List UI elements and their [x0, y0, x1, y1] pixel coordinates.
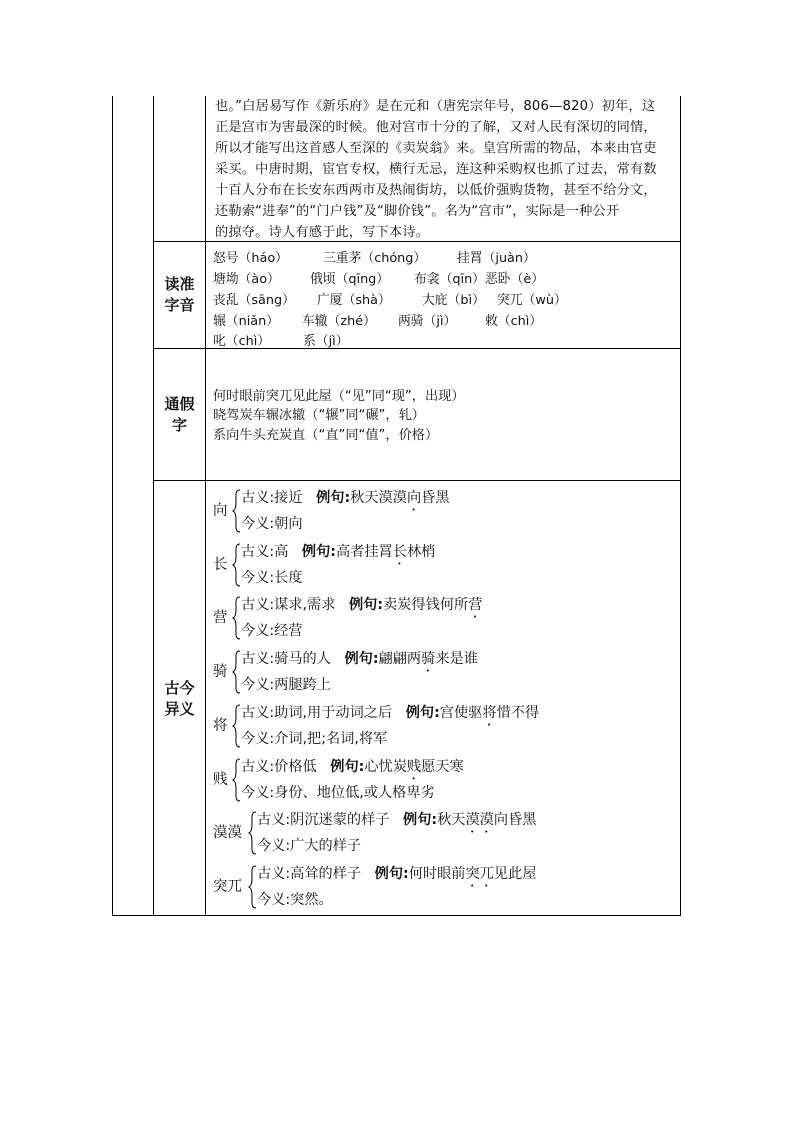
- sentence-char: 黑: [522, 812, 537, 829]
- pron-item: 广厦（shà）: [317, 293, 391, 308]
- example-sentence: [383, 597, 482, 613]
- sentence-char: 漠: [465, 812, 480, 829]
- sentence-char: 心: [364, 758, 379, 775]
- sentence-char: 得: [524, 704, 540, 721]
- sentence-char: 驱: [468, 704, 483, 721]
- example-sentence: [364, 759, 463, 775]
- gujin-jin-line: 今义:长度: [241, 569, 303, 586]
- gujin-gu-line: [257, 863, 537, 890]
- sentence-char: 来: [435, 651, 450, 668]
- example-sentence: [440, 705, 539, 721]
- gu-meaning: 古义:骑马的人: [241, 651, 331, 668]
- gujin-gu-line: [241, 594, 482, 621]
- gujin-gu-line: [241, 541, 435, 568]
- sentence-char: 挂: [364, 543, 379, 560]
- example-label: 例句:: [316, 490, 351, 506]
- sentence-char: 两: [406, 651, 422, 668]
- intro-line: 也。”白居易写作《新乐府》是在元和（唐宪宗年号，806—820）初年，这: [215, 99, 656, 114]
- intro-line: 十百人分布在长安东西两市及热闹街坊，以低价强购货物，甚至不给分文，: [215, 183, 657, 198]
- intro-paragraph: [215, 96, 675, 243]
- gujin-word: 向: [213, 503, 228, 519]
- sentence-char: 将: [482, 704, 497, 721]
- sentence-char: 何: [408, 865, 423, 882]
- gu-meaning: 古义:助词,用于动词之后: [241, 704, 393, 721]
- gu-meaning: 古义:阴沉迷蒙的样子: [257, 812, 390, 829]
- pron-item: 敕（chì）: [485, 314, 543, 329]
- example-label: 例句:: [344, 651, 379, 668]
- pron-item: 塘坳（ào）: [213, 272, 280, 287]
- gujin-jin-line: 今义:两腿跨上: [241, 677, 331, 694]
- pron-item: 挂罥（juàn）: [457, 251, 536, 266]
- sentence-char: 昏: [421, 490, 436, 506]
- intro-line: 的掠夺。诗人有感于此，写下本诗。: [215, 225, 430, 240]
- sentence-char: 前: [451, 865, 466, 882]
- gu-meaning: 古义:价格低: [241, 758, 317, 775]
- sentence-char: 昏: [508, 812, 523, 829]
- gujin-gu-line: [241, 487, 450, 514]
- sentence-char: 使: [453, 704, 469, 721]
- pron-section-label: 读准 字音: [164, 275, 195, 314]
- sentence-char: 是: [449, 651, 464, 668]
- sentence-char: 不: [510, 704, 525, 721]
- table-col-divider-1: [153, 96, 154, 916]
- gujin-jin-line: 今义:广大的样子: [257, 838, 362, 855]
- pron-item: 丧乱（sāng）: [213, 293, 295, 308]
- example-label: 例句:: [301, 543, 336, 560]
- sentence-char: 漠: [378, 490, 393, 506]
- gu-meaning: 古义:接近: [241, 490, 303, 506]
- sentence-char: 何: [439, 597, 455, 614]
- table-row-divider-3: [153, 480, 681, 481]
- gujin-word: 漠漠: [213, 825, 242, 842]
- pron-item: 辗（niǎn）: [213, 314, 280, 329]
- pron-item: 两骑（jì）: [398, 314, 457, 329]
- example-label: 例句:: [348, 597, 384, 614]
- sentence-char: 天: [364, 490, 379, 506]
- gujin-gu-line: [241, 756, 464, 783]
- pron-item: 怒号（háo）: [213, 251, 288, 266]
- sentence-char: 秋: [350, 490, 365, 506]
- pron-item: 车辙（zhé）: [302, 314, 376, 329]
- pron-item: 突兀（wù）: [497, 293, 567, 308]
- gujin-section-label: 古今 异义: [164, 679, 195, 718]
- sentence-char: 时: [422, 865, 438, 882]
- sentence-char: 黑: [435, 490, 450, 506]
- sentence-char: 突: [465, 865, 480, 882]
- sentence-char: 惜: [496, 704, 511, 721]
- sentence-char: 眼: [437, 865, 452, 882]
- sentence-char: 天: [435, 758, 450, 775]
- table-col-divider-2: [205, 96, 206, 916]
- example-sentence: [409, 866, 537, 882]
- tongjia-line: 晓驾炭车辗冰辙（“辗”同“碾”，轧）: [213, 408, 425, 423]
- gujin-word: 骑: [213, 664, 228, 681]
- sentence-char: 谁: [463, 651, 478, 668]
- pron-item: 俄顷（qīng）: [310, 272, 390, 287]
- sentence-char: 漠: [392, 490, 407, 506]
- sentence-char: 林: [406, 543, 422, 560]
- gujin-jin-line: 今义:身份、地位低,或人格卑劣: [241, 784, 435, 801]
- sentence-char: 炭: [397, 597, 412, 614]
- gujin-jin-line: 今义:介词,把;名词,将军: [241, 730, 388, 747]
- sentence-char: 贱: [406, 758, 422, 775]
- sentence-char: 翩: [392, 651, 407, 668]
- sentence-char: 秋: [437, 812, 452, 829]
- intro-line: 采买。中唐时期，宦官专权，横行无忌，连这种采购权也抓了过去，常有数: [215, 162, 657, 177]
- sentence-char: 所: [454, 597, 469, 614]
- sentence-char: 罥: [378, 543, 393, 560]
- example-label: 例句:: [374, 865, 409, 882]
- sentence-char: 愿: [421, 758, 436, 775]
- example-sentence: [336, 544, 435, 560]
- sentence-char: 炭: [392, 758, 407, 775]
- sentence-char: 高: [335, 543, 351, 560]
- tongjia-line: 何时眼前突兀见此屋（“见”同“现”，出现）: [213, 389, 465, 404]
- sentence-char: 漠: [479, 812, 494, 829]
- sentence-char: 营: [468, 597, 483, 614]
- sentence-char: 者: [350, 543, 365, 560]
- intro-line: 正是宫市为害最深的时候。他对宫市十分的了解，又对人民有深切的同情，: [215, 120, 657, 135]
- sentence-char: 卖: [383, 597, 398, 614]
- sentence-char: 骑: [421, 651, 436, 668]
- sentence-char: 屋: [522, 865, 537, 882]
- pron-item: 叱（chì）: [213, 334, 271, 349]
- pron-item: 系（jì）: [303, 334, 349, 349]
- example-sentence: [437, 812, 536, 828]
- intro-line: 所以才能写出这首感人至深的《卖炭翁》来。皇宫所需的物品，本来由官吏: [215, 141, 657, 156]
- table-right-border: [680, 96, 681, 916]
- sentence-char: 向: [406, 490, 422, 506]
- pron-item: 三重茅（chóng）: [323, 251, 427, 266]
- gu-meaning: 古义:谋求,需求: [241, 597, 336, 614]
- sentence-char: 寒: [449, 758, 464, 775]
- table-left-border: [112, 96, 113, 916]
- pron-item: 布衾（qīn）恶卧（è）: [414, 272, 545, 287]
- example-label: 例句:: [403, 812, 438, 829]
- gujin-jin-line: 今义:朝向: [241, 516, 303, 532]
- sentence-char: 宫: [439, 704, 454, 721]
- gujin-gu-line: [257, 809, 536, 836]
- gujin-word: 贱: [213, 771, 228, 788]
- gujin-word: 将: [213, 717, 228, 734]
- sentence-char: 向: [493, 812, 509, 829]
- gujin-jin-line: 今义:突然。: [257, 891, 333, 908]
- gujin-gu-line: [241, 702, 539, 729]
- example-label: 例句:: [330, 758, 365, 775]
- tongjia-section-label: 通假 字: [164, 395, 195, 434]
- gu-meaning: 古义:高耸的样子: [257, 865, 362, 882]
- pron-item: 大庇（bì）: [422, 293, 485, 308]
- gujin-word: 营: [213, 610, 228, 627]
- sentence-char: 见: [493, 865, 509, 882]
- sentence-char: 忧: [378, 758, 393, 775]
- sentence-char: 长: [392, 543, 407, 560]
- sentence-char: 天: [451, 812, 466, 829]
- gu-meaning: 古义:高: [241, 543, 289, 560]
- example-sentence: [379, 651, 478, 667]
- sentence-char: 得: [411, 597, 426, 614]
- sentence-char: 此: [508, 865, 523, 882]
- example-sentence: [350, 490, 449, 506]
- sentence-char: 兀: [479, 865, 494, 882]
- gujin-word: 长: [213, 556, 228, 573]
- gujin-jin-line: 今义:经营: [241, 623, 303, 640]
- table-bottom-border: [112, 915, 681, 916]
- gujin-gu-line: [241, 648, 478, 675]
- sentence-char: 梢: [421, 543, 436, 560]
- intro-line: 还勒索“进奉”的“门户钱”及“脚价钱”。名为“宫市”，实际是一种公开: [215, 204, 620, 219]
- example-label: 例句:: [405, 704, 440, 721]
- sentence-char: 钱: [425, 597, 440, 614]
- gujin-word: 突兀: [213, 878, 242, 895]
- tongjia-line: 系向牛头充炭直（“直”同“值”，价格）: [213, 428, 439, 443]
- sentence-char: 翩: [378, 651, 393, 668]
